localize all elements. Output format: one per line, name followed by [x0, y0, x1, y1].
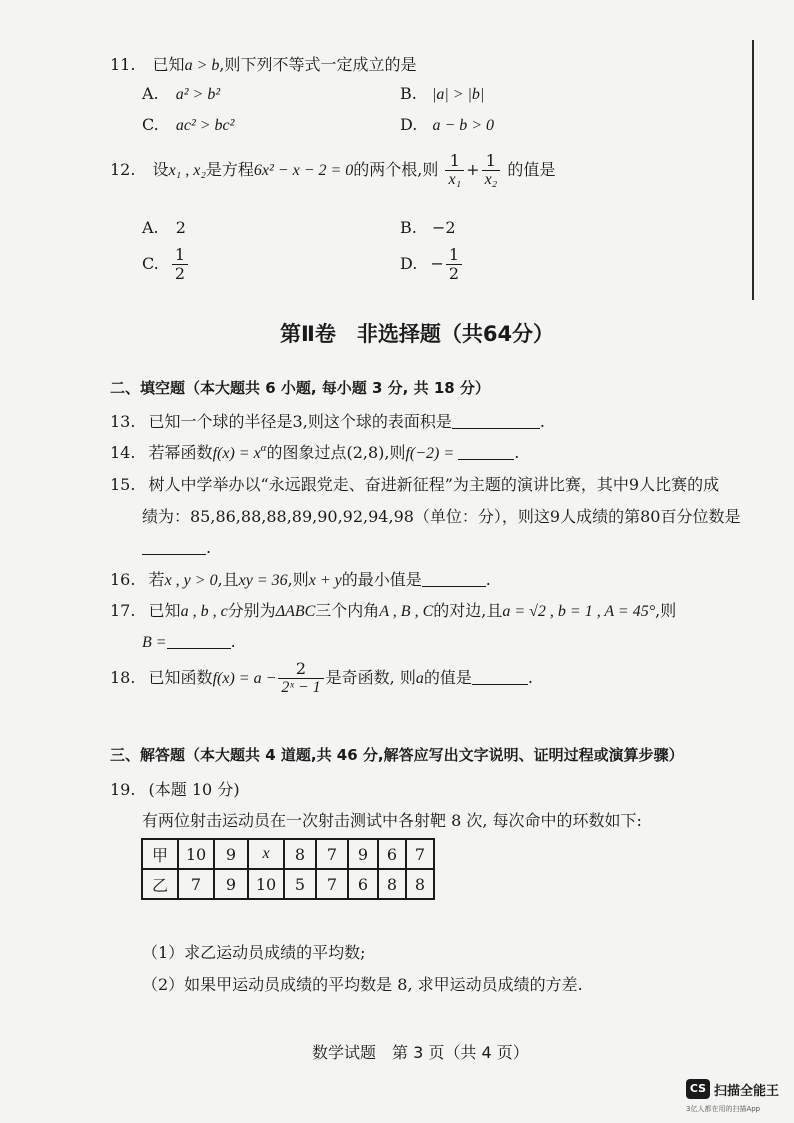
question-text: ,则下列不等式一定成立的是: [219, 55, 417, 74]
math-expression: a , b , c: [180, 603, 228, 620]
table-cell: 7: [178, 869, 214, 899]
fraction: $\frac{2}{\text{2ˣ − 1}}$: [278, 660, 323, 697]
question-text: 已知: [152, 55, 185, 74]
table-cell: 5: [284, 869, 316, 899]
math-expression: a > b: [184, 57, 220, 74]
math-expression: A , B , C: [379, 603, 434, 620]
answer-blank[interactable]: [142, 540, 206, 555]
option-12-c[interactable]: [142, 246, 190, 283]
math-expression: xy = 36: [238, 572, 288, 589]
math-expression: a: [415, 670, 424, 687]
math-expression: x , y > 0: [164, 572, 218, 589]
table-cell: 6: [348, 869, 378, 899]
math-expression: f(x) = x: [212, 445, 261, 462]
table-cell: x: [248, 839, 284, 869]
scores-table: [141, 838, 435, 900]
fraction: $\frac{1}{\text{x₂}}$: [482, 152, 501, 189]
question-text: 的值是: [423, 668, 472, 687]
plus-sign: +: [466, 160, 480, 179]
math-expression: x₁ , x₂: [168, 162, 206, 179]
table-cell: 7: [316, 869, 348, 899]
question-text: 已知: [148, 601, 181, 620]
table-cell: 6: [378, 839, 406, 869]
question-text: 分别为: [227, 601, 276, 620]
question-number: 15.: [110, 475, 136, 494]
question-number: 16.: [110, 570, 136, 589]
answer-blank[interactable]: [167, 634, 231, 649]
fraction: $\frac{1}{\text{x₁}}$: [445, 152, 464, 189]
option-11-b[interactable]: [400, 84, 484, 104]
question-17-line2: B = .: [142, 632, 236, 651]
math-expression: f(−2) =: [405, 445, 455, 462]
question-text: ,则: [287, 570, 309, 589]
table-cell: 9: [348, 839, 378, 869]
table-cell: 7: [316, 839, 348, 869]
math-expression: a = √2 , b = 1 , A = 45°: [502, 603, 656, 620]
option-label: C.: [142, 254, 159, 273]
question-number: 13.: [110, 412, 136, 431]
answer-blank[interactable]: [472, 670, 528, 685]
question-text: 若幂函数: [148, 443, 213, 462]
question-11-stem: [110, 52, 416, 75]
question-number: 12.: [110, 160, 136, 179]
page-edge-line: [752, 40, 754, 300]
question-text: 若: [148, 570, 165, 589]
question-text: 树人中学举办以“永远跟党走、奋进新征程”为主题的演讲比赛，其中9人比赛的成: [148, 475, 720, 494]
question-text: 设: [152, 160, 169, 179]
page-footer: 数学试题 第 3 页（共 4 页）: [312, 1043, 529, 1062]
option-text: ac² > bc²: [175, 117, 235, 134]
question-text: ,则: [655, 601, 677, 620]
option-text: |a| > |b|: [431, 86, 485, 103]
option-label: B.: [400, 84, 417, 103]
question-number: 18.: [110, 668, 136, 687]
option-label: A.: [142, 84, 159, 103]
question-15-line3: .: [142, 538, 211, 557]
option-label: B.: [400, 218, 417, 237]
math-expression: B =: [142, 634, 167, 651]
row-label: 甲: [142, 839, 178, 869]
question-text: 的图象过点(2,8),则: [266, 443, 406, 462]
table-cell: 10: [178, 839, 214, 869]
question-text: 的两个根,则: [353, 160, 439, 179]
math-expression: ΔABC: [275, 603, 316, 620]
math-expression: 6x² − x − 2 = 0: [253, 162, 354, 179]
camscanner-name: 扫描全能王: [714, 1084, 780, 1099]
row-label: 乙: [142, 869, 178, 899]
option-11-c[interactable]: [142, 115, 234, 135]
question-19-header: [110, 777, 240, 800]
minus-sign: −: [430, 254, 444, 273]
question-16: 16. 若x , y > 0,且xy = 36,则x + y的最小值是 .: [110, 570, 491, 589]
question-12-stem: [110, 152, 555, 189]
option-12-b[interactable]: [400, 218, 456, 237]
question-number: 19.: [110, 780, 136, 799]
option-text: a − b > 0: [432, 117, 495, 134]
option-12-a[interactable]: [142, 218, 186, 237]
option-label: D.: [400, 254, 418, 273]
question-14: 14. 若幂函数$f(x) = x^\alpha$的图象过点(2,8),则f(−2) = .: [110, 442, 520, 462]
question-text: 是奇函数, 则: [325, 668, 416, 687]
question-number: 17.: [110, 601, 136, 620]
question-17: [110, 598, 676, 621]
question-text: 的最小值是: [341, 570, 422, 589]
question-15-line2: 绩为：85,86,88,88,89,90,92,94,98（单位：分），则这9人成绩的第80百分位数是: [142, 507, 741, 526]
option-text: a² > b²: [175, 86, 221, 103]
question-text: 是方程: [205, 160, 254, 179]
question-15: [110, 472, 719, 495]
question-18: 18. 已知函数f(x) = a − $\frac{2}{\text{2ˣ − 1}}$ 是奇函数, 则a的值是 .: [110, 659, 533, 696]
table-row: [142, 839, 434, 869]
option-label: C.: [142, 115, 159, 134]
table-cell: 7: [406, 839, 434, 869]
question-points: (本题 10 分): [148, 780, 240, 799]
math-exponent: α: [260, 442, 267, 454]
question-text: 的值是: [507, 160, 556, 179]
answer-blank[interactable]: [452, 414, 540, 429]
table-cell: 9: [214, 839, 248, 869]
camscanner-tagline: 3亿人都在用的扫描App: [686, 1105, 761, 1113]
table-cell: 10: [248, 869, 284, 899]
math-expression: f(x) = a −: [212, 670, 277, 687]
question-text: 已知一个球的半径是3,则这个球的表面积是: [148, 412, 452, 431]
section2-title: 二、填空题（本大题共 6 小题, 每小题 3 分, 共 18 分）: [110, 379, 490, 397]
math-expression: x + y: [308, 572, 342, 589]
question-19-sub1: （1）求乙运动员成绩的平均数;: [142, 943, 366, 962]
option-label: A.: [142, 218, 159, 237]
table-cell: 8: [406, 869, 434, 899]
answer-blank[interactable]: [458, 445, 514, 460]
table-row: [142, 869, 434, 899]
question-text: 三个内角: [315, 601, 380, 620]
option-text: −2: [431, 218, 456, 237]
option-label: D.: [400, 115, 418, 134]
option-12-d[interactable]: [400, 246, 464, 283]
table-cell: 9: [214, 869, 248, 899]
question-text: 的对边,且: [433, 601, 503, 620]
camscanner-logo-icon: CS: [686, 1079, 710, 1099]
question-number: 11.: [110, 55, 136, 74]
table-cell: 8: [284, 839, 316, 869]
fraction: $\frac{1}{2}$: [172, 246, 188, 283]
table-cell: 8: [378, 869, 406, 899]
option-11-d[interactable]: [400, 115, 494, 135]
fraction: $\frac{1}{2}$: [446, 246, 462, 283]
question-text: ,且: [217, 570, 239, 589]
part2-title: 第Ⅱ卷 非选择题（共64分）: [280, 322, 555, 346]
question-text: 已知函数: [148, 668, 213, 687]
question-number: 14.: [110, 443, 136, 462]
section3-title: 三、解答题（本大题共 4 道题,共 46 分,解答应写出文字说明、证明过程或演算步骤）: [110, 746, 684, 764]
option-text: 2: [175, 218, 186, 237]
answer-blank[interactable]: [422, 572, 486, 587]
option-11-a[interactable]: [142, 84, 220, 104]
question-19-sub2: （2）如果甲运动员成绩的平均数是 8, 求甲运动员成绩的方差.: [142, 975, 583, 994]
question-19-intro: 有两位射击运动员在一次射击测试中各射靶 8 次, 每次命中的环数如下:: [142, 811, 642, 830]
question-13: 13. 已知一个球的半径是3,则这个球的表面积是 .: [110, 412, 545, 431]
